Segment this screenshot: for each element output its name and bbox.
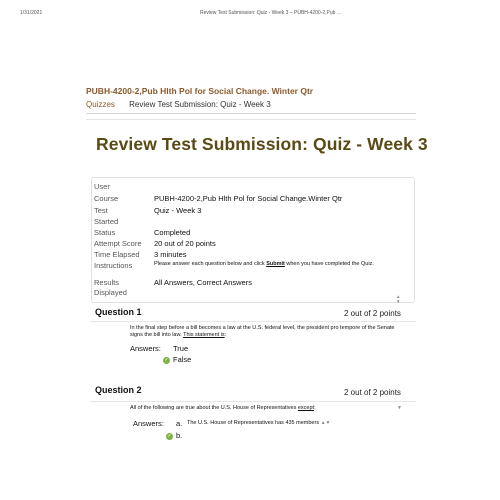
displayed-label: Displayed bbox=[94, 288, 127, 297]
question-2-points: 2 out of 2 points bbox=[344, 388, 401, 397]
question-1-option-false-label: False bbox=[173, 355, 192, 364]
print-title: Review Test Submission: Quiz - Week 3 – PUBH-4200-2,Pub ... bbox=[200, 10, 341, 16]
question-1-text-underlined: This statement is bbox=[183, 332, 225, 338]
results-value: All Answers, Correct Answers bbox=[154, 278, 252, 287]
option-a-scroll-icon[interactable]: ▲▼ bbox=[320, 420, 331, 426]
question-2-option-b bbox=[166, 431, 182, 440]
question-2-title: Question 2 bbox=[95, 385, 142, 395]
question-1-text bbox=[130, 325, 395, 339]
status-value: Completed bbox=[154, 228, 191, 237]
started-label: Started bbox=[94, 217, 119, 226]
breadcrumb bbox=[86, 100, 271, 109]
question-1-text-end: : bbox=[224, 332, 227, 338]
question-2-divider bbox=[90, 401, 416, 402]
question-2-option-a-letter: a. bbox=[176, 419, 183, 428]
question-2-option-b-letter: b. bbox=[176, 431, 183, 440]
instructions-submit-word: Submit bbox=[266, 261, 285, 267]
time-elapsed-value: 3 minutes bbox=[154, 250, 187, 259]
results-label: Results bbox=[94, 278, 120, 287]
attempt-score-label: Attempt Score bbox=[94, 239, 142, 248]
correct-check-icon: ✓ bbox=[164, 356, 169, 363]
divider bbox=[86, 119, 416, 120]
question-2-text-end: : bbox=[314, 405, 316, 411]
question-2-text-underlined: except bbox=[297, 405, 315, 411]
correct-check-icon: ✓ bbox=[167, 432, 172, 439]
question-1-points: 2 out of 2 points bbox=[344, 309, 401, 318]
question-1-text-body: In the final step before a bill becomes a law at the U.S. federal level, the president pro tempore of the Senate signs the bill into law. bbox=[130, 325, 395, 338]
print-date: 1/31/2021 bbox=[20, 10, 43, 16]
instructions-text-end: when you have completed the Quiz. bbox=[284, 261, 374, 267]
test-value: Quiz - Week 3 bbox=[154, 206, 202, 215]
course-value: PUBH-4200-2,Pub Hlth Pol for Social Change.Winter Qtr bbox=[154, 194, 343, 203]
course-label: Course bbox=[94, 194, 119, 203]
question-1-title: Question 1 bbox=[95, 307, 142, 317]
question-2-option-a-label: The U.S. House of Representatives has 435 members bbox=[187, 420, 320, 426]
scroll-down-icon[interactable]: ▼ bbox=[396, 299, 401, 304]
test-label: Test bbox=[94, 206, 108, 215]
question-2-text-body: All of the following are true about the U.S. House of Representatives bbox=[130, 405, 298, 411]
question-1-option-true: True bbox=[173, 344, 189, 353]
divider bbox=[86, 113, 416, 114]
user-label: User bbox=[94, 182, 110, 191]
question-2-text bbox=[130, 405, 395, 412]
question-2-option-a-text bbox=[187, 420, 331, 426]
instructions-value bbox=[154, 261, 404, 268]
question-1-divider bbox=[90, 321, 416, 322]
question-2-answers-label: Answers: bbox=[133, 419, 164, 428]
page-title: Review Test Submission: Quiz - Week 3 bbox=[96, 134, 428, 154]
instructions-text: Please answer each question below and click bbox=[154, 261, 267, 267]
breadcrumb-quizzes-link[interactable]: Quizzes bbox=[86, 100, 115, 109]
status-label: Status bbox=[94, 228, 116, 237]
attempt-score-value: 20 out of 20 points bbox=[154, 239, 216, 248]
scroll-up-icon[interactable]: ▲ bbox=[396, 294, 401, 299]
course-header[interactable]: PUBH-4200-2,Pub Hlth Pol for Social Change. Winter Qtr bbox=[86, 86, 314, 96]
panel-scroll-arrows[interactable] bbox=[396, 294, 400, 304]
question-1-option-false bbox=[163, 355, 191, 364]
breadcrumb-current: Review Test Submission: Quiz - Week 3 bbox=[129, 100, 271, 109]
time-elapsed-label: Time Elapsed bbox=[94, 250, 140, 259]
question-1-answers-label: Answers: bbox=[130, 344, 161, 353]
question-2-text-scroll-icon[interactable]: ▼ bbox=[397, 405, 402, 411]
instructions-label: Instructions bbox=[94, 261, 133, 270]
